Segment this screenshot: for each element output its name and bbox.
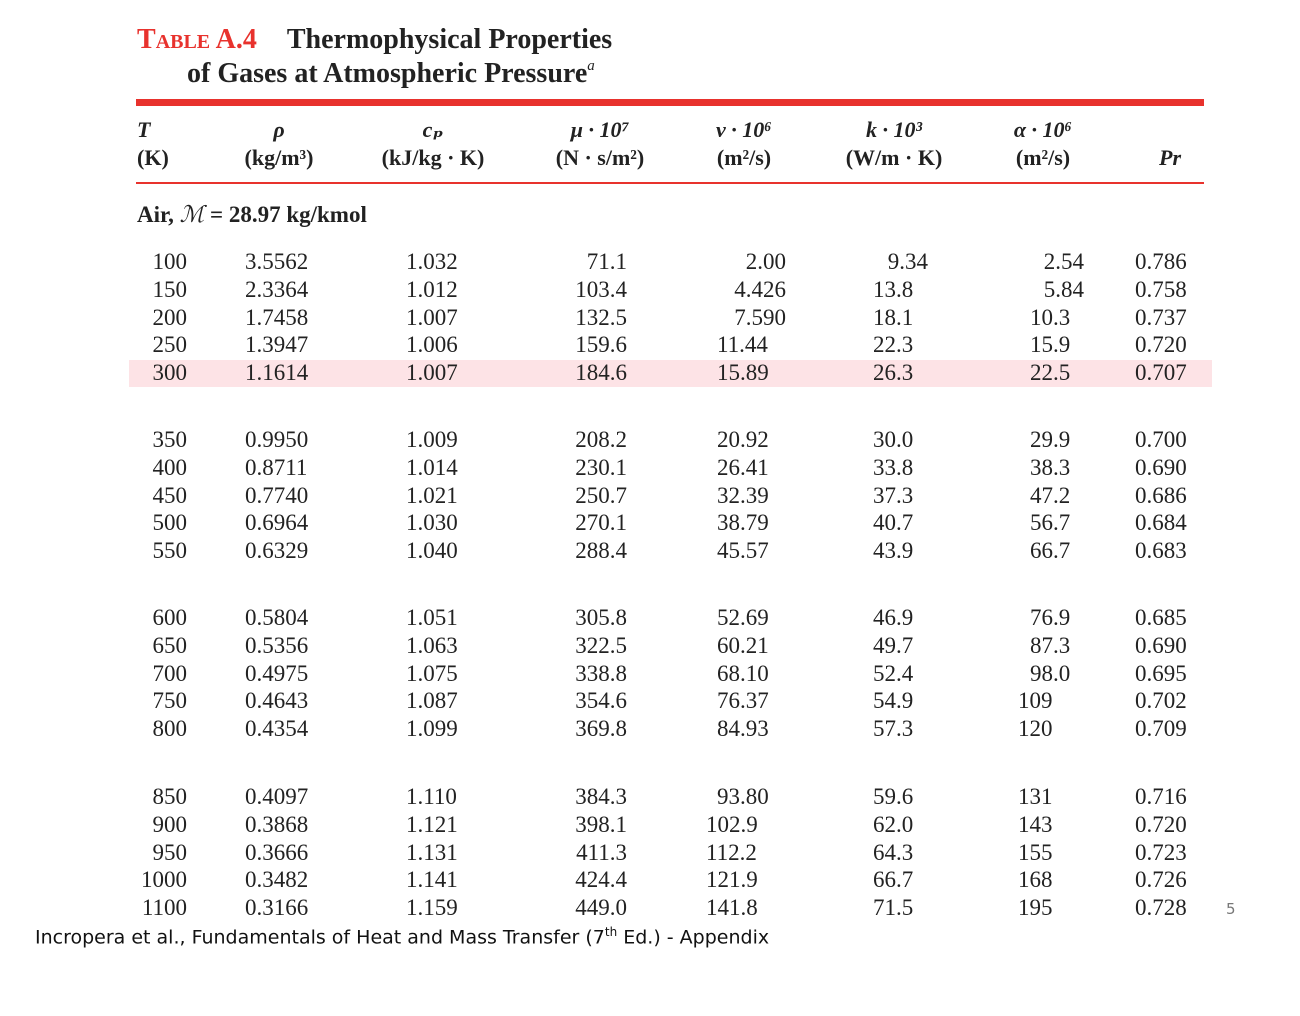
cell-prandtl: 0.695 (1135, 660, 1187, 686)
cell-temperature: 600 (152, 605, 187, 630)
cell-specific-heat: 1.110 (406, 784, 457, 809)
cell-kinematic-viscosity: 76.37 (717, 688, 769, 714)
cell-conductivity: 18.1 (873, 304, 914, 330)
cell-viscosity: 159.6 (575, 332, 627, 358)
cell-diffusivity: 131 (1018, 784, 1053, 809)
header-viscosity (556, 116, 644, 172)
cell-viscosity: 384.3 (575, 784, 627, 809)
cell-kinematic-viscosity: 60.21 (717, 632, 769, 658)
molar-mass-symbol: ℳ (179, 202, 205, 227)
cell-diffusivity: 2.54 (1043, 249, 1084, 274)
cell-kinematic-viscosity: 4.426 (734, 276, 786, 302)
header-symbol: α · 10⁶ (1013, 117, 1073, 142)
cell-conductivity: 30.0 (873, 427, 914, 452)
cell-diffusivity: 76.9 (1030, 605, 1071, 630)
cell-diffusivity: 15.9 (1030, 332, 1071, 358)
cell-density: 0.6964 (245, 510, 309, 536)
cell-kinematic-viscosity: 2.00 (745, 249, 786, 274)
cell-specific-heat: 1.141 (406, 867, 458, 893)
header-symbol (1159, 116, 1181, 144)
header-symbol: μ · 10⁷ (570, 117, 630, 142)
cell-conductivity: 13.8 (873, 276, 914, 302)
cell-prandtl: 0.720 (1135, 332, 1187, 358)
cell-diffusivity: 168 (1018, 867, 1053, 893)
cell-temperature: 850 (152, 784, 187, 809)
cell-specific-heat: 1.063 (406, 632, 458, 658)
header-unit: (kJ/kg · K) (381, 145, 485, 170)
cell-viscosity: 208.2 (575, 427, 627, 452)
cell-conductivity: 71.5 (873, 895, 914, 921)
cell-conductivity: 62.0 (873, 811, 914, 837)
cell-prandtl: 0.690 (1135, 632, 1187, 658)
cell-temperature: 350 (152, 427, 187, 452)
cell-diffusivity: 66.7 (1030, 538, 1071, 564)
cell-density: 0.5804 (245, 605, 309, 630)
cell-specific-heat: 1.131 (406, 839, 458, 865)
cell-density: 1.7458 (245, 304, 309, 330)
cell-specific-heat: 1.030 (406, 510, 458, 536)
cell-conductivity: 37.3 (873, 482, 914, 508)
cell-specific-heat: 1.040 (406, 538, 458, 564)
cell-conductivity: 22.3 (873, 332, 914, 358)
header-symbol: T (137, 117, 151, 142)
cell-diffusivity: 22.5 (1030, 360, 1071, 386)
cell-viscosity: 449.0 (575, 895, 627, 921)
header-diffusivity (1014, 116, 1072, 172)
cell-temperature: 450 (152, 482, 187, 508)
cell-density: 0.6329 (245, 538, 309, 564)
cell-density: 0.3868 (245, 811, 309, 837)
cell-viscosity: 411.3 (576, 839, 627, 865)
cell-density: 0.3166 (245, 895, 309, 921)
citation-text: Incropera et al., Fundamentals of Heat and Mass Transfer (7 (35, 926, 605, 949)
cell-conductivity: 46.9 (873, 605, 914, 630)
cell-prandtl: 0.716 (1135, 784, 1187, 809)
cell-prandtl: 0.737 (1135, 304, 1187, 330)
cell-conductivity: 59.6 (873, 784, 914, 809)
cell-temperature: 750 (152, 688, 187, 714)
cell-diffusivity: 56.7 (1030, 510, 1071, 536)
header-unit: Pr (1159, 145, 1181, 170)
cell-viscosity: 288.4 (575, 538, 627, 564)
header-unit: (K) (137, 145, 169, 170)
cell-conductivity: 49.7 (873, 632, 914, 658)
cell-conductivity: 64.3 (873, 839, 914, 865)
cell-prandtl: 0.686 (1135, 482, 1187, 508)
cell-diffusivity: 195 (1018, 895, 1053, 921)
cell-temperature: 950 (152, 839, 187, 865)
cell-conductivity: 9.34 (887, 249, 928, 274)
cell-viscosity: 184.6 (575, 360, 627, 386)
header-unit: (N · s/m²) (555, 145, 645, 170)
cell-prandtl: 0.690 (1135, 454, 1187, 480)
table-number: A.4 (215, 24, 257, 55)
cell-prandtl: 0.786 (1135, 249, 1187, 274)
header-unit: (W/m · K) (845, 145, 943, 170)
cell-kinematic-viscosity: 93.80 (717, 784, 769, 809)
cell-temperature: 300 (152, 360, 187, 386)
cell-temperature: 500 (152, 510, 187, 536)
cell-diffusivity: 10.3 (1030, 304, 1071, 330)
cell-diffusivity: 120 (1018, 716, 1053, 742)
header-prandtl (1159, 116, 1181, 172)
cell-density: 0.9950 (245, 427, 309, 452)
title-line-2 (187, 58, 612, 90)
cell-temperature: 400 (152, 454, 187, 480)
cell-conductivity: 52.4 (873, 660, 914, 686)
cell-specific-heat: 1.021 (406, 482, 458, 508)
cell-prandtl: 0.700 (1135, 427, 1187, 452)
cell-specific-heat: 1.075 (406, 660, 458, 686)
header-symbol: k · 10³ (865, 117, 923, 142)
cell-kinematic-viscosity: 68.10 (717, 660, 769, 686)
cell-density: 0.4097 (245, 784, 309, 809)
citation-superscript: th (604, 925, 618, 939)
header-conductivity (846, 116, 943, 172)
cell-prandtl: 0.726 (1135, 867, 1187, 893)
section-title (137, 202, 367, 228)
cell-temperature: 1000 (141, 867, 187, 893)
cell-diffusivity: 155 (1018, 839, 1053, 865)
cell-specific-heat: 1.007 (406, 304, 458, 330)
cell-temperature: 800 (152, 716, 187, 742)
cell-specific-heat: 1.032 (406, 249, 458, 274)
cell-diffusivity: 47.2 (1030, 482, 1071, 508)
cell-specific-heat: 1.099 (406, 716, 458, 742)
cell-prandtl: 0.707 (1135, 360, 1187, 386)
header-unit: (m²/s) (716, 145, 772, 170)
cell-viscosity: 250.7 (575, 482, 627, 508)
cell-conductivity: 43.9 (873, 538, 914, 564)
cell-kinematic-viscosity: 11.44 (717, 332, 768, 358)
title-text-1: Thermophysical Properties (286, 24, 613, 55)
cell-temperature: 100 (152, 249, 187, 274)
cell-prandtl: 0.702 (1135, 688, 1187, 714)
cell-diffusivity: 29.9 (1030, 427, 1071, 452)
table-label-prefix: T (137, 24, 156, 55)
cell-conductivity: 57.3 (873, 716, 914, 742)
cell-specific-heat: 1.009 (406, 427, 458, 452)
cell-specific-heat: 1.051 (406, 605, 458, 630)
cell-density: 0.7740 (245, 482, 309, 508)
cell-density: 2.3364 (245, 276, 309, 302)
cell-kinematic-viscosity: 52.69 (717, 605, 769, 630)
cell-prandtl: 0.684 (1135, 510, 1187, 536)
cell-kinematic-viscosity: 32.39 (717, 482, 769, 508)
cell-temperature: 550 (152, 538, 187, 564)
header-kinematic-viscosity (716, 116, 772, 172)
cell-density: 0.4643 (245, 688, 309, 714)
cell-diffusivity: 5.84 (1043, 276, 1084, 302)
cell-viscosity: 322.5 (575, 632, 627, 658)
cell-prandtl: 0.685 (1135, 605, 1187, 630)
cell-prandtl: 0.709 (1135, 716, 1187, 742)
cell-prandtl: 0.758 (1135, 276, 1187, 302)
cell-temperature: 900 (152, 811, 187, 837)
cell-temperature: 650 (152, 632, 187, 658)
cell-specific-heat: 1.014 (406, 454, 458, 480)
cell-kinematic-viscosity: 38.79 (717, 510, 769, 536)
cell-diffusivity: 98.0 (1030, 660, 1071, 686)
citation (35, 925, 769, 948)
header-specific-heat (382, 116, 485, 172)
header-unit: (m²/s) (1015, 145, 1071, 170)
cell-kinematic-viscosity: 141.8 (706, 895, 758, 921)
cell-viscosity: 424.4 (575, 867, 627, 893)
header-bottom-rule (136, 182, 1204, 184)
cell-viscosity: 305.8 (575, 605, 627, 630)
cell-specific-heat: 1.087 (406, 688, 458, 714)
title-text-2: of Gases at Atmospheric Pressure (187, 58, 588, 89)
table-title (137, 24, 612, 90)
cell-temperature: 1100 (141, 895, 187, 921)
cell-conductivity: 26.3 (873, 360, 914, 386)
cell-temperature: 150 (152, 276, 187, 302)
cell-viscosity: 103.4 (575, 276, 627, 302)
cell-diffusivity: 87.3 (1030, 632, 1071, 658)
cell-density: 0.8711 (245, 454, 308, 480)
cell-conductivity: 54.9 (873, 688, 914, 714)
cell-viscosity: 369.8 (575, 716, 627, 742)
cell-conductivity: 33.8 (873, 454, 914, 480)
gas-name: Air, (137, 202, 174, 227)
cell-kinematic-viscosity: 102.9 (706, 811, 758, 837)
cell-kinematic-viscosity: 20.92 (717, 427, 769, 452)
cell-specific-heat: 1.159 (406, 895, 458, 921)
header-symbol: cₚ (422, 117, 444, 142)
header-density (245, 116, 314, 172)
cell-viscosity: 354.6 (575, 688, 627, 714)
cell-diffusivity: 143 (1018, 811, 1053, 837)
cell-temperature: 200 (152, 304, 187, 330)
cell-diffusivity: 109 (1018, 688, 1053, 714)
cell-viscosity: 132.5 (575, 304, 627, 330)
cell-prandtl: 0.728 (1135, 895, 1187, 921)
cell-density: 3.5562 (245, 249, 309, 274)
cell-prandtl: 0.723 (1135, 839, 1187, 865)
table-label-rest: able (155, 24, 211, 55)
page-number: 5 (1226, 900, 1236, 918)
cell-density: 0.4354 (245, 716, 309, 742)
cell-temperature: 250 (152, 332, 187, 358)
cell-prandtl: 0.683 (1135, 538, 1187, 564)
cell-specific-heat: 1.121 (406, 811, 458, 837)
cell-conductivity: 40.7 (873, 510, 914, 536)
citation-text-end: Ed.) - Appendix (617, 926, 770, 949)
cell-viscosity: 230.1 (575, 454, 627, 480)
header-top-rule (136, 99, 1204, 106)
cell-conductivity: 66.7 (873, 867, 914, 893)
header-unit: (kg/m³) (244, 145, 314, 170)
cell-diffusivity: 38.3 (1030, 454, 1071, 480)
cell-prandtl: 0.720 (1135, 811, 1187, 837)
cell-density: 0.3666 (245, 839, 309, 865)
header-symbol: ρ (273, 117, 285, 142)
title-line-1 (137, 24, 612, 58)
footnote-mark: a (587, 58, 595, 74)
cell-kinematic-viscosity: 45.57 (717, 538, 769, 564)
cell-specific-heat: 1.006 (406, 332, 458, 358)
cell-density: 0.5356 (245, 632, 309, 658)
cell-kinematic-viscosity: 7.590 (734, 304, 786, 330)
cell-density: 1.1614 (245, 360, 309, 386)
cell-density: 0.4975 (245, 660, 309, 686)
header-symbol: ν · 10⁶ (716, 117, 772, 142)
cell-specific-heat: 1.012 (406, 276, 458, 302)
cell-density: 1.3947 (245, 332, 309, 358)
cell-viscosity: 338.8 (575, 660, 627, 686)
molar-mass-value: = 28.97 kg/kmol (209, 202, 367, 227)
table-label (137, 24, 257, 55)
cell-kinematic-viscosity: 112.2 (706, 839, 757, 865)
cell-viscosity: 71.1 (586, 249, 627, 274)
cell-density: 0.3482 (245, 867, 309, 893)
cell-kinematic-viscosity: 26.41 (717, 454, 769, 480)
header-temperature (137, 116, 169, 172)
cell-temperature: 700 (152, 660, 187, 686)
cell-kinematic-viscosity: 15.89 (717, 360, 769, 386)
cell-kinematic-viscosity: 84.93 (717, 716, 769, 742)
cell-viscosity: 398.1 (575, 811, 627, 837)
cell-viscosity: 270.1 (575, 510, 627, 536)
cell-specific-heat: 1.007 (406, 360, 458, 386)
cell-kinematic-viscosity: 121.9 (706, 867, 758, 893)
